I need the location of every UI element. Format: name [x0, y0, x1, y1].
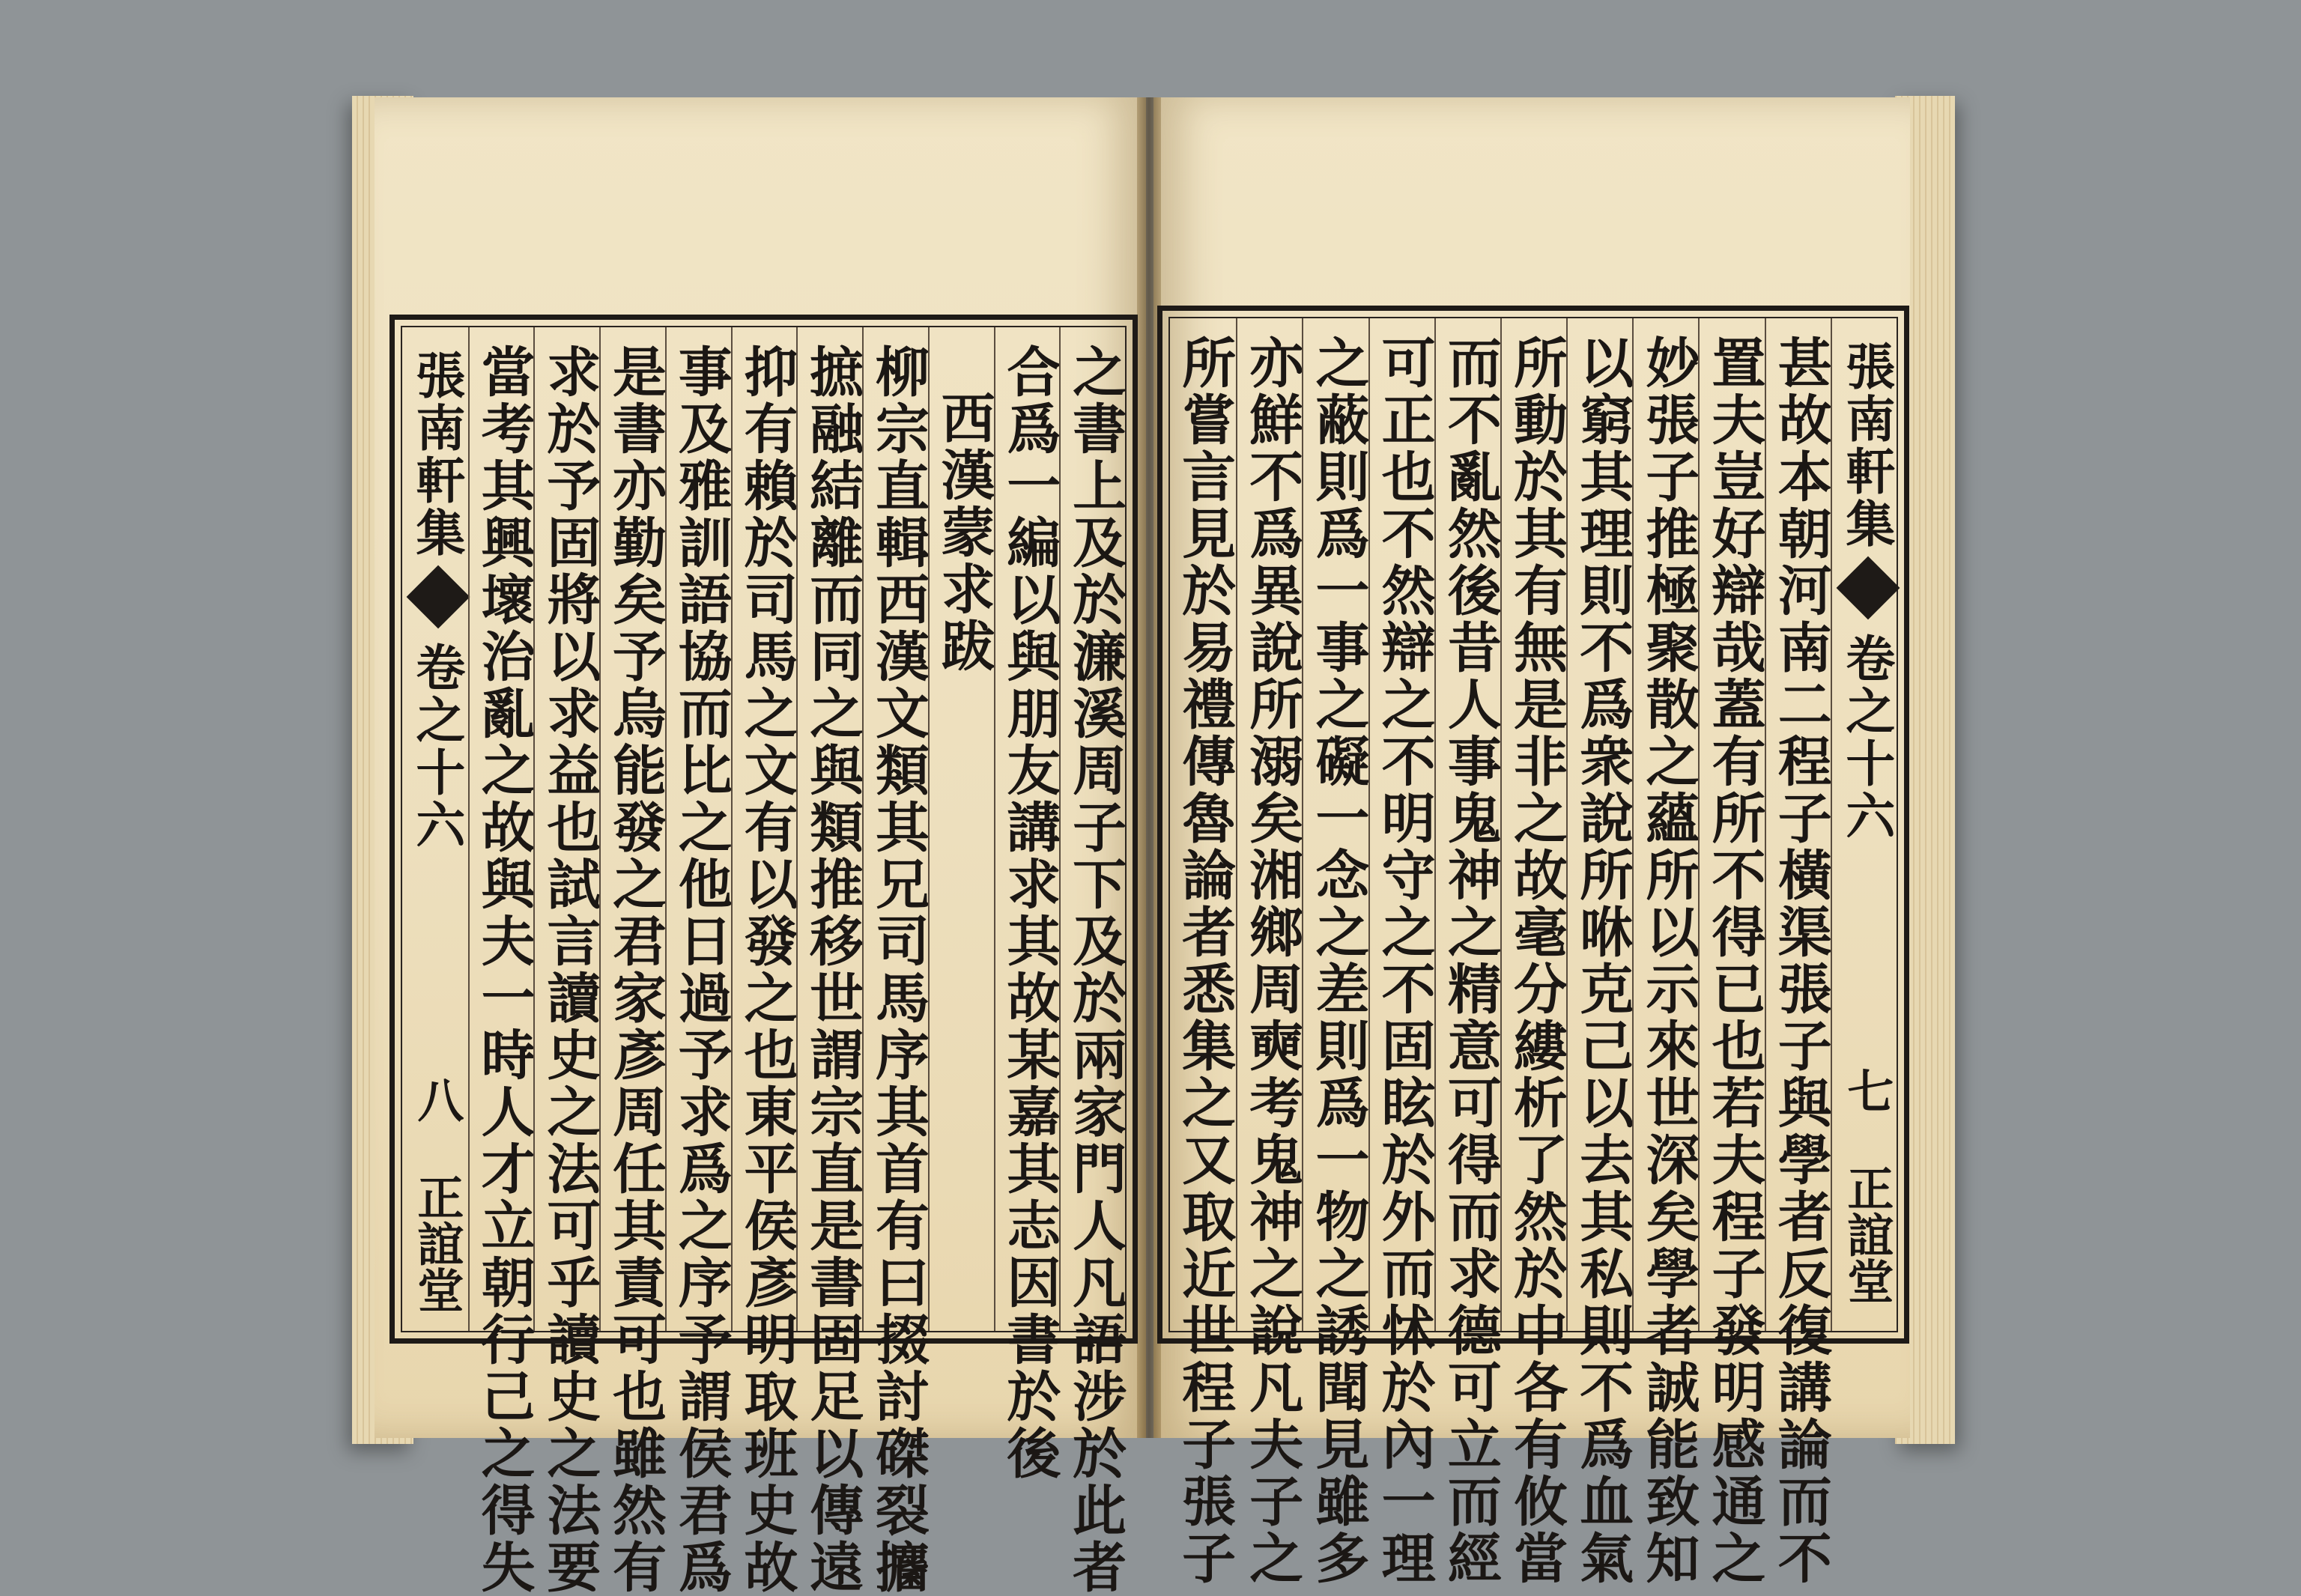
- column-text: 以窮其理則不爲衆說所咻克己以去其私則不爲血氣: [1571, 335, 1635, 1587]
- column-text: 是書亦勤矣予烏能發之君家彥周任其責可也雖然有: [604, 344, 668, 1596]
- page-number: 七: [1839, 1067, 1894, 1114]
- text-column: [1170, 318, 1237, 1587]
- column-text: 之書上及於濂溪周子下及於兩家門人凡語涉於此者: [1064, 344, 1128, 1596]
- right-page-margin-column: [1831, 318, 1898, 1331]
- left-page-margin-column: [402, 327, 468, 1331]
- text-column: [1236, 318, 1305, 1587]
- column-text: 當考其興壞治亂之故與夫一時人才立朝行己之得失: [472, 344, 536, 1596]
- column-text: 之蔽則爲一事之礙一念之差則爲一物之誘聞見雖多: [1306, 335, 1371, 1587]
- column-text: 求於予固將以求益也試言讀史之法可乎讀史之法要: [538, 344, 602, 1596]
- text-column: [862, 327, 930, 1596]
- column-text: 所嘗言見於易禮傳魯論者悉集之又取近世程子張子: [1173, 335, 1237, 1587]
- text-column: [994, 327, 1062, 1482]
- text-column: [1765, 318, 1833, 1587]
- column-text: 抑有賴於司馬之文有以發之也東平侯彥明取班史故: [735, 344, 799, 1596]
- text-column: [533, 327, 602, 1596]
- column-text: 可正也不然辯之不明守之不固眩於外而怵於內一理: [1372, 335, 1437, 1587]
- column-text: 妙張子推極聚散之蘊所以示來世深矣學者誠能致知: [1637, 335, 1701, 1587]
- column-text: 亦鮮不爲異說所溺矣湘鄉周奭考鬼神之說凡夫子之: [1240, 335, 1305, 1587]
- text-column: [1698, 318, 1767, 1587]
- fish-tail-mark: [407, 565, 470, 629]
- column-text: 柳宗直輯西漢文類其兄司馬序其首有曰掇討磔裂攟: [866, 344, 930, 1596]
- column-text: 事及雅訓語協而比之他日過予求爲之序予謂侯君爲: [669, 344, 733, 1596]
- volume-label: 卷之十六: [1837, 633, 1896, 843]
- publisher-hall: 正誼堂: [409, 1174, 464, 1313]
- text-column: [599, 327, 668, 1596]
- column-text: 置夫豈好辯哉蓋有所不得已也若夫程子發明感通之: [1703, 335, 1767, 1587]
- left-text-block: [389, 315, 1138, 1596]
- text-column: [1632, 318, 1701, 1587]
- fish-tail-mark: [1836, 556, 1900, 620]
- section-heading: 西漢蒙求跋: [932, 390, 996, 675]
- text-column: [665, 327, 733, 1596]
- text-column: [796, 327, 865, 1596]
- column-text: 合爲一編以與朋友講求其故某嘉其志因書於後: [998, 344, 1062, 1482]
- column-text: 摭融結離而同之與類推移世謂宗直是書固足以傳遠: [801, 344, 865, 1596]
- text-column: [1500, 318, 1568, 1587]
- publisher-hall: 正誼堂: [1839, 1165, 1894, 1304]
- left-columns: [401, 326, 1128, 1596]
- page-number: 八: [409, 1076, 464, 1123]
- volume-label: 卷之十六: [407, 642, 466, 852]
- right-text-block: [1157, 306, 1909, 1587]
- text-column: [928, 327, 995, 1331]
- text-column: [468, 327, 536, 1596]
- column-text: 甚故本朝河南二程子橫渠張子與學者反復講論而不: [1768, 335, 1833, 1587]
- right-columns: [1168, 317, 1898, 1587]
- text-column: [1368, 318, 1437, 1587]
- book-title: 張南軒集: [407, 350, 466, 559]
- text-column: [731, 327, 799, 1596]
- text-column: [1302, 318, 1371, 1587]
- text-column: [1434, 318, 1503, 1587]
- text-column: [1059, 327, 1128, 1596]
- text-column: [1566, 318, 1635, 1587]
- book-title: 張南軒集: [1837, 341, 1896, 550]
- column-text: 而不亂然後昔人事鬼神之精意可得而求德可立而經: [1438, 335, 1503, 1587]
- column-text: 所動於其有無是非之故毫分縷析了然於中各有攸當: [1505, 335, 1568, 1587]
